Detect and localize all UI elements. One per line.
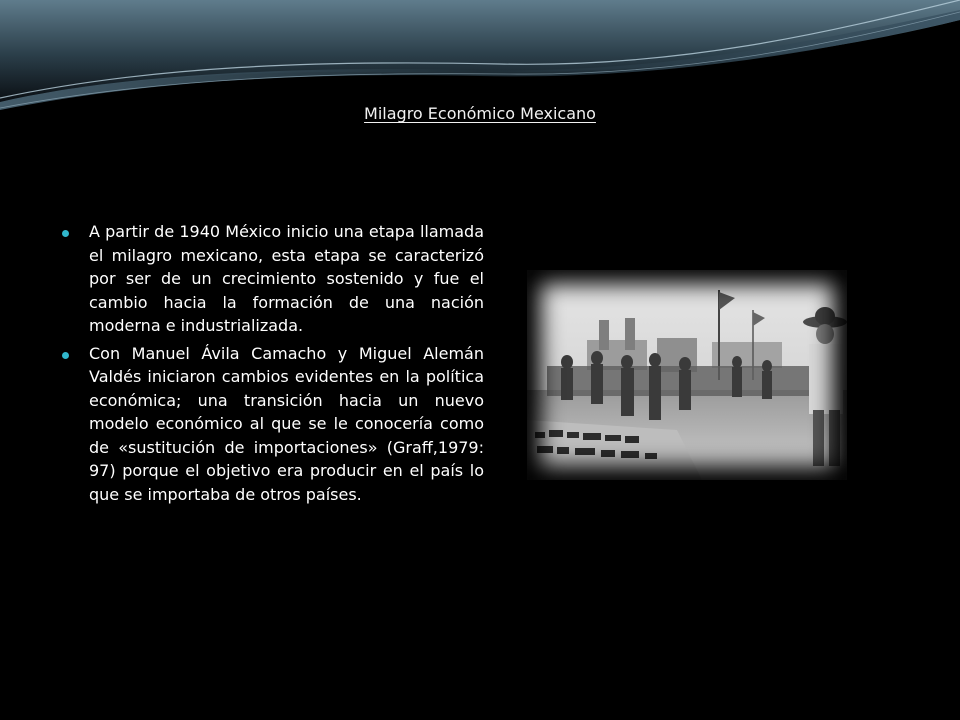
bullet-dot-icon [62,230,69,237]
bullet-text: A partir de 1940 México inicio una etapa llamada el milagro mexicano, esta etapa se caracterizó por ser de un crecimiento sostenido y fue el cambio hacia la formación de una nación moderna e industrializada. [89,222,484,335]
bullet-dot-icon [62,352,69,359]
bullet-item [60,220,484,338]
slide-title: Milagro Económico Mexicano [364,104,596,123]
photo-vignette [527,270,847,480]
bullet-item [60,342,484,507]
bullet-text: Con Manuel Ávila Camacho y Miguel Alemán Valdés iniciaron cambios evidentes en la política económica; una transición hacia un nuevo modelo económico al que se le conocería como de «sustitución de importaciones» (Graff,1979: 97) porque el objetivo era producir en el país lo que se importaba de otros países. [89,343,484,504]
bullet-list [60,220,484,510]
crowd-photo [527,270,847,480]
